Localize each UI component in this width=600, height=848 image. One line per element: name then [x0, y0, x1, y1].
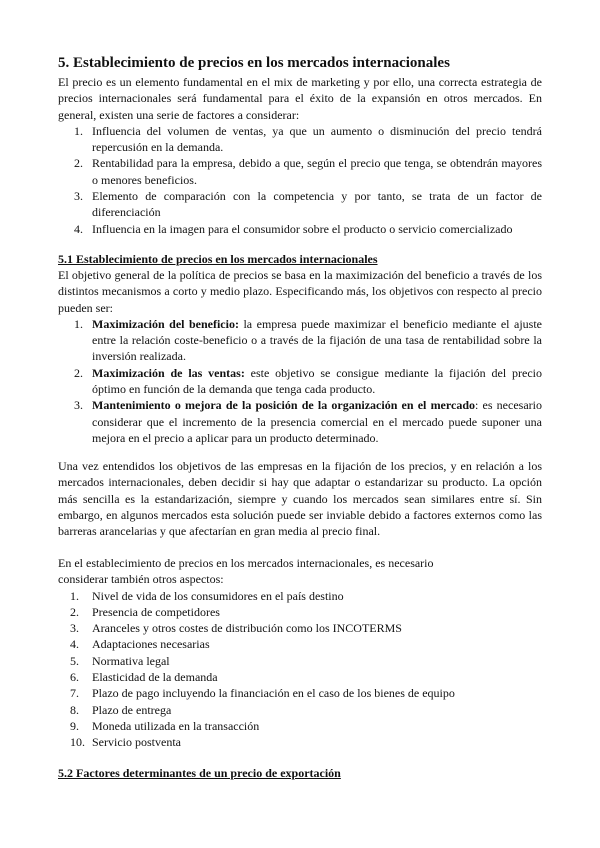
list-item-text: Adaptaciones necesarias	[92, 637, 210, 652]
list-number: 6.	[70, 670, 79, 685]
list-number: 10.	[70, 735, 85, 750]
objective-title: Mantenimiento o mejora de la posición de la organización en el mercado	[92, 398, 475, 413]
list-item	[58, 702, 542, 718]
list-item-text: Influencia del volumen de ventas, ya que un aumento o disminución del precio tendrá repercusión en la demanda.	[92, 123, 542, 155]
list-item-text: Elemento de comparación con la competencia y por tanto, se trata de un factor de diferenciación	[92, 189, 542, 220]
paragraph-3-line-2: considerar también otros aspectos:	[58, 572, 224, 587]
objective-text: la empresa puede maximizar el beneficio mediante el ajuste entre la relación coste-beneficio o a través de la fijación de una tasa de rentabilidad sobre la inversión realizada.	[92, 316, 542, 364]
list-number: 8.	[70, 702, 79, 717]
list-number: 4.	[74, 221, 83, 236]
section-5-intro: El precio es un elemento fundamental en el mix de marketing y por ello, una correcta estrategia de precios internacionales será fundamental para el éxito de la expansión en otros mercados. En general, existen una serie de factores a considerar:	[58, 75, 542, 122]
objectives-list	[58, 316, 542, 446]
list-number: 7.	[70, 686, 79, 701]
list-number: 2.	[74, 156, 83, 171]
list-item	[58, 397, 542, 446]
list-item	[58, 155, 542, 188]
list-number: 2.	[74, 365, 83, 380]
objective-text: : es necesario considerar que el incremento de la presencia comercial en el mercado puede suponer una mejora en el precio a aplicar para un producto determinado.	[92, 398, 542, 445]
list-item	[58, 620, 542, 636]
list-item	[58, 685, 542, 701]
objective-title: Maximización de las ventas:	[92, 365, 245, 380]
list-number: 3.	[70, 621, 79, 636]
aspects-list	[58, 588, 542, 751]
list-number: 3.	[74, 398, 83, 413]
list-item-text: Moneda utilizada en la transacción	[92, 718, 260, 733]
list-item-text: Elasticidad de la demanda	[92, 670, 218, 685]
section-5	[58, 54, 542, 237]
list-number: 1.	[74, 123, 83, 138]
list-item	[58, 669, 542, 685]
section-5-1-heading: 5.1 Establecimiento de precios en los mercados internacionales	[58, 252, 378, 266]
list-number: 3.	[74, 189, 83, 204]
list-item-text: Aranceles y otros costes de distribución como los INCOTERMS	[92, 621, 402, 636]
list-item	[58, 123, 542, 156]
list-number: 5.	[70, 653, 79, 668]
list-item	[58, 221, 542, 237]
objective-text: este objetivo se consigue mediante la fijación del precio óptimo en función de la demanda que tenga cada producto.	[92, 365, 542, 397]
list-number: 4.	[70, 637, 79, 652]
paragraph-standardization	[58, 458, 542, 539]
list-item-text: Nivel de vida de los consumidores en el país destino	[92, 588, 344, 603]
list-item	[58, 316, 542, 365]
list-item	[58, 734, 542, 750]
paragraph-3-line-1: En el establecimiento de precios en los mercados internacionales, es necesario	[58, 556, 434, 570]
section-5-1-intro: El objetivo general de la política de precios se basa en la maximización del beneficio a través de los distintos mecanismos a corto y medio plazo. Especificando más, los objetivos con respecto al precio pueden ser:	[58, 268, 542, 315]
list-item-text: Influencia en la imagen para el consumidor sobre el producto o servicio comercializado	[92, 221, 513, 236]
list-item	[58, 588, 542, 604]
list-item	[58, 718, 542, 734]
section-5-1	[58, 251, 542, 446]
list-item-text: Servicio postventa	[92, 735, 181, 750]
list-item-text: Normativa legal	[92, 653, 170, 668]
section-5-2	[58, 765, 542, 781]
list-item-text: Rentabilidad para la empresa, debido a que, según el precio que tenga, se obtendrán mayores o menores beneficios.	[92, 156, 542, 187]
list-item	[58, 604, 542, 620]
objective-title: Maximización del beneficio:	[92, 316, 239, 331]
list-item	[58, 188, 542, 221]
list-item	[58, 653, 542, 669]
paragraph-2: Una vez entendidos los objetivos de las empresas en la fijación de los precios, y en relación a los mercados internacionales, deben decidir si hay que adaptar o estandarizar su producto. La opción más sencilla es la estandarización, siempre y cuando los mercados sean similares entre sí. Sin embargo, en algunos mercados esta solución puede ser inviable debido a factores externos como las barreras arancelarias y que afectarían en gran media al precio final.	[58, 459, 542, 539]
list-item-text: Plazo de entrega	[92, 702, 172, 717]
other-aspects	[58, 555, 542, 751]
list-item	[58, 365, 542, 398]
factors-list	[58, 123, 542, 237]
list-item-text: Plazo de pago incluyendo la financiación en el caso de los bienes de equipo	[92, 686, 455, 701]
list-number: 2.	[70, 604, 79, 619]
list-item-text: Presencia de competidores	[92, 604, 220, 619]
list-item	[58, 636, 542, 652]
list-number: 9.	[70, 718, 79, 733]
section-5-heading: 5. Establecimiento de precios en los mercados internacionales	[58, 55, 450, 71]
list-number: 1.	[70, 588, 79, 603]
section-5-2-heading: 5.2 Factores determinantes de un precio de exportación	[58, 766, 341, 780]
list-number: 1.	[74, 316, 83, 331]
